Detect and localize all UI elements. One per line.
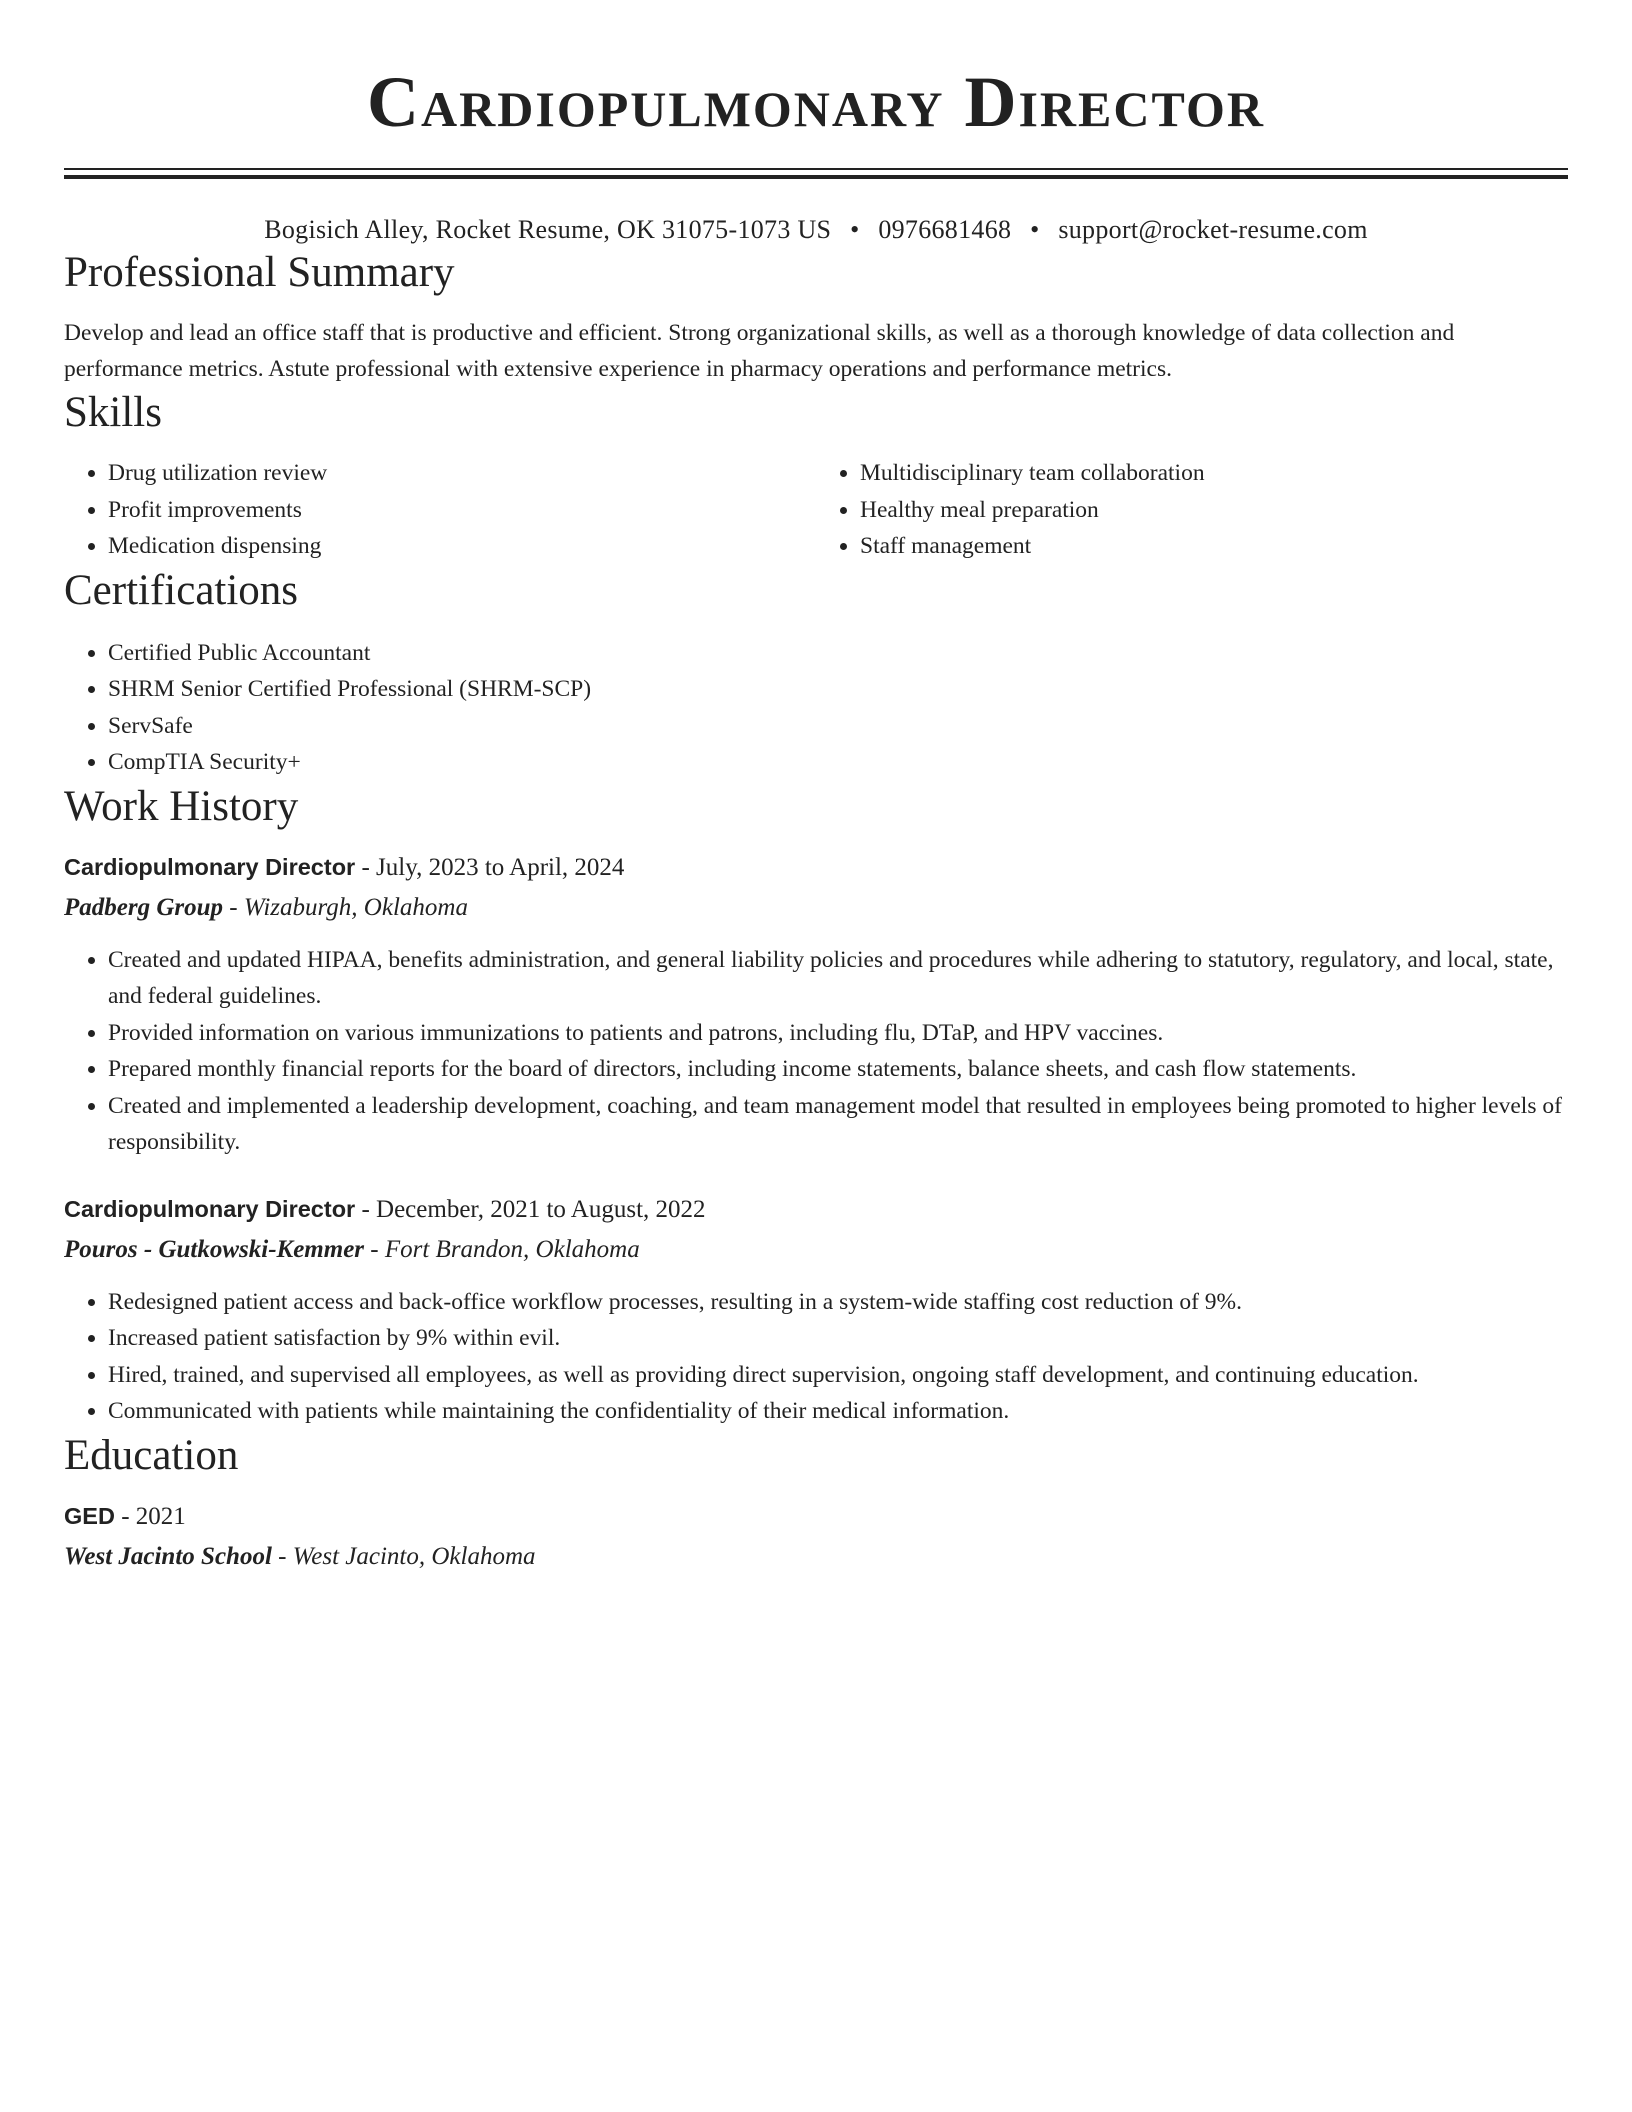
job-dates: December, 2021 to August, 2022 [376, 1195, 706, 1223]
education-year: 2021 [135, 1502, 186, 1530]
job-entry [64, 847, 1568, 1161]
skills-list-left [64, 455, 816, 565]
skill-item: • Profit improvements [108, 492, 816, 529]
job-bullet: • Redesigned patient access and back-office workflow processes, resulting in a system-wide staffing cost reduction of 9%. [108, 1284, 1568, 1321]
skill-item: • Healthy meal preparation [860, 492, 1568, 529]
contact-line [64, 213, 1568, 247]
education-heading: Education [64, 1431, 239, 1479]
job-dates: July, 2023 to April, 2024 [376, 853, 625, 881]
summary-text: Develop and lead an office staff that is productive and efficient. Strong organizational skills, as well as a thorough knowledge of data collection and performance metrics. Astute professional with extensive experience in pharmacy operations and performance metrics. [64, 320, 1455, 382]
job-company: Padberg Group [64, 893, 224, 921]
job-bullets [64, 1284, 1568, 1430]
job-bullet: • Increased patient satisfaction by 9% within evil. [108, 1320, 1568, 1357]
job-role: Cardiopulmonary Director [64, 1195, 356, 1222]
education-degree: GED [64, 1502, 115, 1529]
education-header [64, 1496, 1568, 1537]
job-entry [64, 1189, 1568, 1430]
header-rule [64, 168, 1568, 179]
job-header [64, 1189, 1568, 1230]
job-organization [64, 888, 1568, 928]
skill-item: • Staff management [860, 528, 1568, 565]
job-organization [64, 1230, 1568, 1270]
job-role: Cardiopulmonary Director [64, 853, 356, 880]
certifications-list [64, 635, 1568, 781]
dash: - [355, 1195, 377, 1223]
contact-phone: 0976681468 [878, 215, 1012, 244]
skills-columns [64, 455, 1568, 565]
education-location: West Jacinto, Oklahoma [292, 1542, 536, 1570]
job-bullets [64, 942, 1568, 1161]
job-company: Pouros - Gutkowski-Kemmer [64, 1235, 365, 1263]
certifications-heading: Certifications [64, 566, 299, 614]
education-organization [64, 1537, 1568, 1577]
job-location: Fort Brandon, Oklahoma [384, 1235, 640, 1263]
contact-address: Bogisich Alley, Rocket Resume, OK 31075-1073 US [264, 215, 832, 244]
dash: - [223, 893, 244, 921]
job-bullet: • Created and updated HIPAA, benefits administration, and general liability policies and procedures while adhering to statutory, regulatory, and local, state, and federal guidelines. [108, 942, 1568, 1015]
job-bullet: • Prepared monthly financial reports for the board of directors, including income statements, balance sheets, and cash flow statements. [108, 1051, 1568, 1088]
contact-separator: • [850, 215, 860, 244]
job-bullet: • Hired, trained, and supervised all employees, as well as providing direct supervision, ongoing staff development, and continuing education. [108, 1357, 1568, 1394]
dash: - [271, 1542, 293, 1570]
dash: - [364, 1235, 385, 1263]
skill-item: • Drug utilization review [108, 455, 816, 492]
skill-item: • Medication dispensing [108, 528, 816, 565]
dash: - [114, 1502, 136, 1530]
job-bullet: • Created and implemented a leadership development, coaching, and team management model that resulted in employees being promoted to higher levels of responsibility. [108, 1088, 1568, 1161]
job-bullet: • Communicated with patients while maintaining the confidentiality of their medical information. [108, 1393, 1568, 1430]
contact-separator: • [1030, 215, 1040, 244]
work-history-heading: Work History [64, 782, 299, 830]
certification-item: • SHRM Senior Certified Professional (SHRM-SCP) [108, 671, 1568, 708]
summary-heading: Professional Summary [64, 249, 455, 296]
job-location: Wizaburgh, Oklahoma [243, 893, 468, 921]
certification-item: • Certified Public Accountant [108, 635, 1568, 672]
certification-item: • CompTIA Security+ [108, 744, 1568, 781]
contact-email[interactable]: support@rocket-resume.com [1058, 215, 1368, 244]
education-school: West Jacinto School [64, 1542, 272, 1570]
resume-name: Cardiopulmonary Director [367, 62, 1265, 142]
skills-list-right [816, 455, 1568, 565]
skills-heading: Skills [64, 389, 162, 436]
job-header [64, 847, 1568, 888]
skill-item: • Multidisciplinary team collaboration [860, 455, 1568, 492]
certification-item: • ServSafe [108, 708, 1568, 745]
job-bullet: • Provided information on various immunizations to patients and patrons, including flu, DTaP, and HPV vaccines. [108, 1015, 1568, 1052]
dash: - [355, 853, 377, 881]
